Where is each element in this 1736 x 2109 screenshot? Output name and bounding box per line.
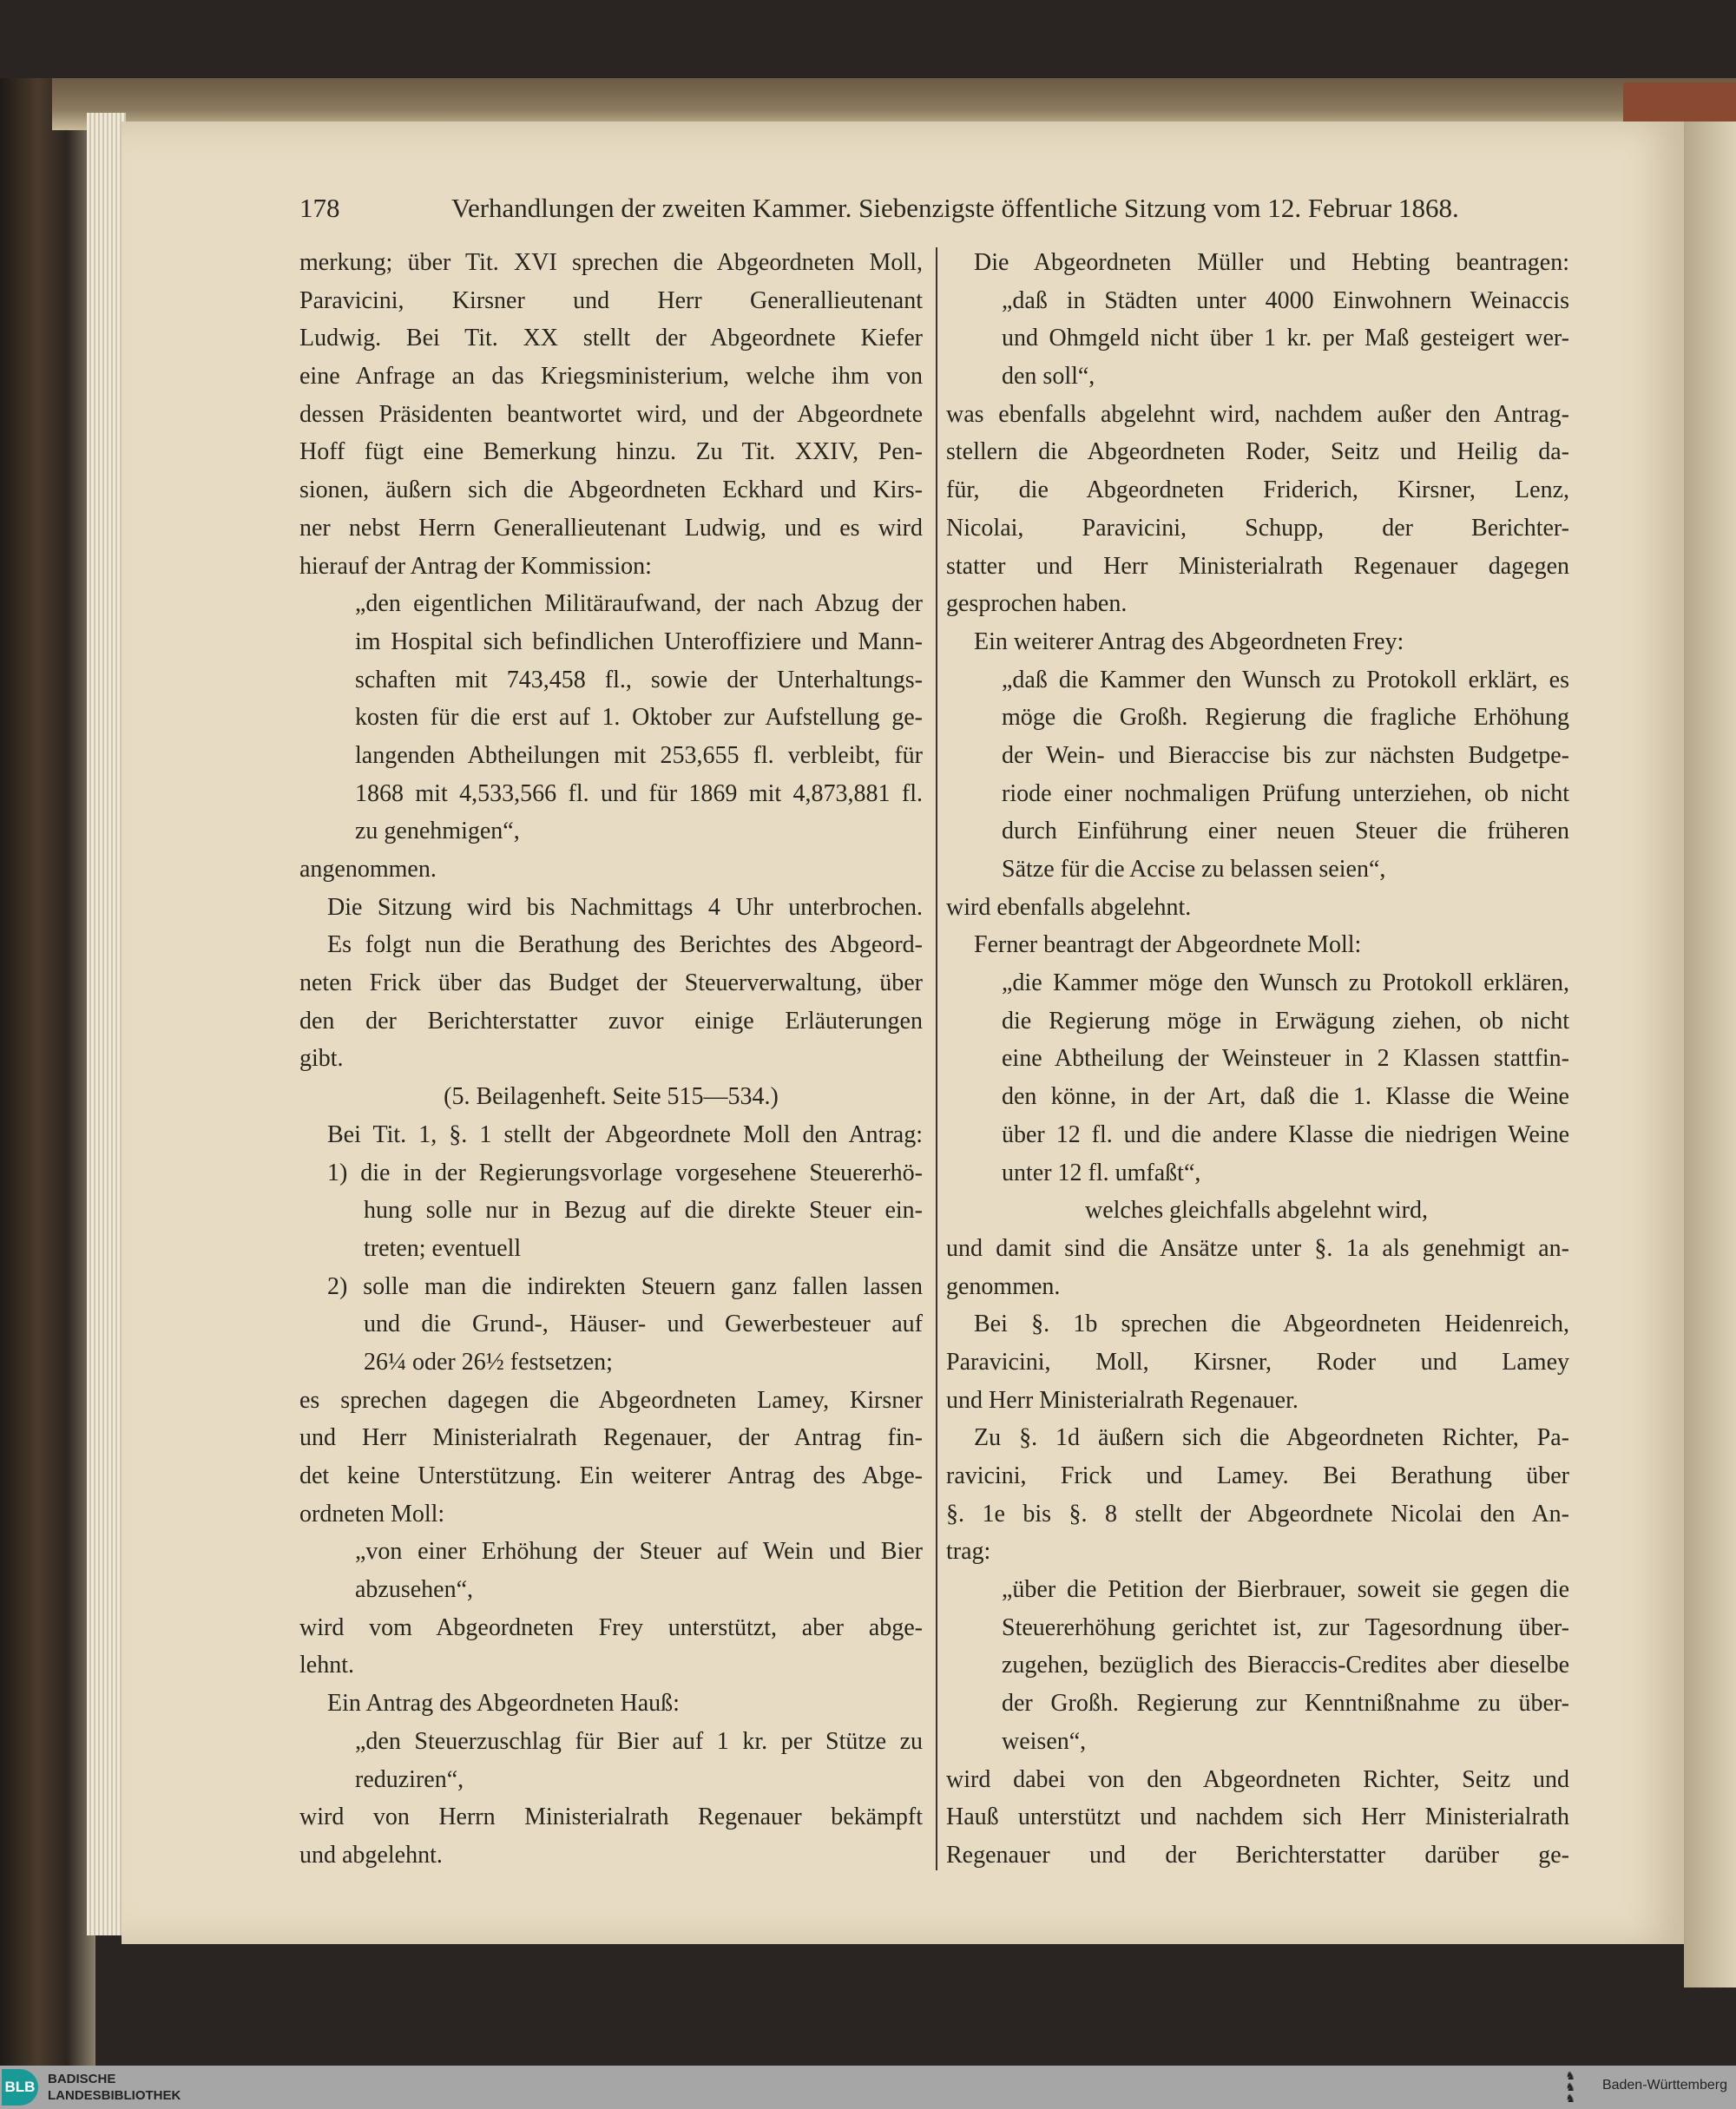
running-title: Verhandlungen der zweiten Kammer. Siebenzigste öffentliche Sitzung vom 12. Februar 1868.: [451, 193, 1459, 223]
coat-of-arms-icon: ♞ ♞ ♞: [1565, 2069, 1575, 2105]
text-line: eine Abtheilung der Weinsteuer in 2 Klassen stattfin-: [1002, 1045, 1569, 1073]
text-line: weisen“,: [1002, 1727, 1087, 1755]
text-line: treten; eventuell: [364, 1234, 522, 1262]
text-line: es sprechen dagegen die Abgeordneten Lamey, Kirsner: [299, 1386, 923, 1414]
text-line: kosten für die erst auf 1. Oktober zur Aufstellung ge-: [355, 704, 923, 732]
text-line: „von einer Erhöhung der Steuer auf Wein und Bier: [355, 1538, 923, 1566]
text-line: trag:: [946, 1538, 991, 1566]
facing-page-edge: [1684, 122, 1736, 1987]
text-line: hierauf der Antrag der Kommission:: [299, 552, 652, 580]
text-line: zugehen, bezüglich des Bieraccis-Credites aber dieselbe: [1002, 1652, 1569, 1679]
text-line: ner nebst Herrn Generallieutenant Ludwig, und es wird: [299, 514, 923, 542]
text-line: Steuererhöhung gerichtet ist, zur Tagesordnung über-: [1002, 1613, 1569, 1641]
text-line: „über die Petition der Bierbrauer, soweit sie gegen die: [1002, 1576, 1569, 1604]
page-stack-edge: [87, 113, 126, 1935]
text-line: Die Abgeordneten Müller und Hebting beantragen:: [974, 249, 1569, 276]
blb-name-line2: LANDESBIBLIOTHEK: [48, 2088, 181, 2103]
text-line: und Ohmgeld nicht über 1 kr. per Maß gesteigert wer-: [1002, 325, 1569, 352]
text-line: Hoff fügt eine Bemerkung hinzu. Zu Tit. XXIV, Pen-: [299, 438, 923, 466]
text-line: angenommen.: [299, 856, 437, 883]
text-line: (5. Beilagenheft. Seite 515—534.): [444, 1083, 779, 1111]
text-line: und Herr Ministerialrath Regenauer, der Antrag fin-: [299, 1424, 923, 1452]
text-line: Ein Antrag des Abgeordneten Hauß:: [327, 1690, 680, 1718]
footer-bar: [0, 2066, 1736, 2109]
text-line: Bei Tit. 1, §. 1 stellt der Abgeordnete Moll den Antrag:: [327, 1120, 923, 1148]
book-spine: [0, 78, 95, 2066]
text-line: „daß die Kammer den Wunsch zu Protokoll erklärt, es: [1002, 666, 1569, 693]
text-line: der Wein- und Bieraccise bis zur nächsten Budgetpe-: [1002, 741, 1569, 769]
text-line: welches gleichfalls abgelehnt wird,: [1085, 1197, 1428, 1225]
text-line: 1) die in der Regierungsvorlage vorgesehene Steuererhö-: [327, 1159, 923, 1186]
text-line: Bei §. 1b sprechen die Abgeordneten Heidenreich,: [974, 1311, 1569, 1338]
text-line: und Herr Ministerialrath Regenauer.: [946, 1386, 1299, 1414]
text-line: statter und Herr Ministerialrath Regenauer dagegen: [946, 552, 1569, 580]
text-line: für, die Abgeordneten Friderich, Kirsner, Lenz,: [946, 476, 1569, 504]
text-line: und die Grund-, Häuser- und Gewerbesteuer auf: [364, 1311, 923, 1338]
text-line: eine Anfrage an das Kriegsministerium, welche ihm von: [299, 363, 923, 391]
column-divider: [936, 247, 937, 1870]
text-line: „den eigentlichen Militäraufwand, der nach Abzug der: [355, 590, 923, 618]
text-line: der Großh. Regierung zur Kenntnißnahme zu über-: [1002, 1690, 1569, 1718]
text-line: sionen, äußern sich die Abgeordneten Eckhard und Kirs-: [299, 476, 923, 504]
text-line: gibt.: [299, 1045, 344, 1073]
text-line: 2) solle man die indirekten Steuern ganz fallen lassen: [327, 1272, 923, 1300]
text-line: „daß in Städten unter 4000 Einwohnern Weinaccis: [1002, 286, 1569, 314]
text-line: „die Kammer möge den Wunsch zu Protokoll erklären,: [1002, 969, 1569, 997]
text-line: und abgelehnt.: [299, 1841, 443, 1869]
text-line: neten Frick über das Budget der Steuerverwaltung, über: [299, 969, 923, 997]
text-line: „den Steuerzuschlag für Bier auf 1 kr. per Stütze zu: [355, 1727, 923, 1755]
text-line: §. 1e bis §. 8 stellt der Abgeordnete Nicolai den An-: [946, 1500, 1569, 1528]
text-line: langenden Abtheilungen mit 253,655 fl. verbleibt, für: [355, 741, 923, 769]
text-line: lehnt.: [299, 1652, 354, 1679]
text-line: Ludwig. Bei Tit. XX stellt der Abgeordnete Kiefer: [299, 325, 923, 352]
text-line: 1868 mit 4,533,566 fl. und für 1869 mit 4,873,881 fl.: [355, 779, 923, 807]
text-line: durch Einführung einer neuen Steuer die früheren: [1002, 818, 1569, 845]
text-line: stellern die Abgeordneten Roder, Seitz und Heilig da-: [946, 438, 1569, 466]
text-line: merkung; über Tit. XVI sprechen die Abgeordneten Moll,: [299, 249, 923, 276]
text-line: wird von Herrn Ministerialrath Regenauer bekämpft: [299, 1803, 923, 1831]
text-line: Sätze für die Accise zu belassen seien“,: [1002, 856, 1386, 883]
text-line: Hauß unterstützt und nachdem sich Herr Ministerialrath: [946, 1803, 1569, 1831]
text-line: Nicolai, Paravicini, Schupp, der Berichter-: [946, 514, 1569, 542]
text-line: schaften mit 743,458 fl., sowie der Unterhaltungs-: [355, 666, 923, 693]
text-line: riode einer nochmaligen Prüfung unterziehen, ob nicht: [1002, 779, 1569, 807]
text-line: Es folgt nun die Berathung des Berichtes des Abgeord-: [327, 931, 923, 959]
text-line: wird vom Abgeordneten Frey unterstützt, aber abge-: [299, 1613, 923, 1641]
text-line: Paravicini, Moll, Kirsner, Roder und Lamey: [946, 1348, 1569, 1376]
text-line: den könne, in der Art, daß die 1. Klasse die Weine: [1002, 1083, 1569, 1111]
blb-name: [48, 2071, 181, 2104]
text-line: möge die Großh. Regierung die fragliche Erhöhung: [1002, 704, 1569, 732]
text-line: ravicini, Frick und Lamey. Bei Berathung über: [946, 1462, 1569, 1489]
text-line: dessen Präsidenten beantwortet wird, und der Abgeordnete: [299, 400, 923, 428]
text-line: genommen.: [946, 1272, 1061, 1300]
text-line: hung solle nur in Bezug auf die direkte Steuer ein-: [364, 1197, 923, 1225]
text-line: Die Sitzung wird bis Nachmittags 4 Uhr unterbrochen.: [327, 893, 923, 921]
text-line: det keine Unterstützung. Ein weiterer Antrag des Abge-: [299, 1462, 923, 1489]
text-line: über 12 fl. und die andere Klasse die niedrigen Weine: [1002, 1120, 1569, 1148]
text-line: Ein weiterer Antrag des Abgeordneten Frey:: [974, 627, 1404, 655]
text-line: wird dabei von den Abgeordneten Richter, Seitz und: [946, 1765, 1569, 1793]
text-line: Paravicini, Kirsner und Herr Generallieutenant: [299, 286, 923, 314]
text-line: abzusehen“,: [355, 1576, 474, 1604]
text-line: zu genehmigen“,: [355, 818, 520, 845]
text-line: den soll“,: [1002, 363, 1095, 391]
text-line: unter 12 fl. umfaßt“,: [1002, 1159, 1201, 1186]
text-line: wird ebenfalls abgelehnt.: [946, 893, 1192, 921]
text-line: Regenauer und der Berichterstatter darüber ge-: [946, 1841, 1569, 1869]
text-line: Zu §. 1d äußern sich die Abgeordneten Richter, Pa-: [974, 1424, 1569, 1452]
blb-name-line1: BADISCHE: [48, 2072, 116, 2086]
right-text-column: [946, 244, 1569, 1875]
baden-wuerttemberg-logo[interactable]: Baden-Württemberg: [1601, 2078, 1727, 2093]
text-line: den der Berichterstatter zuvor einige Erläuterungen: [299, 1007, 923, 1035]
text-line: ordneten Moll:: [299, 1500, 445, 1528]
text-line: gesprochen haben.: [946, 590, 1128, 618]
blb-logo[interactable]: BLB: [2, 2069, 38, 2106]
text-line: was ebenfalls abgelehnt wird, nachdem außer den Antrag-: [946, 400, 1569, 428]
text-line: Ferner beantragt der Abgeordnete Moll:: [974, 931, 1362, 959]
page-number: 178: [299, 193, 340, 223]
left-text-column: [299, 244, 923, 1875]
text-line: 26¼ oder 26½ festsetzen;: [364, 1348, 613, 1376]
text-line: und damit sind die Ansätze unter §. 1a als genehmigt an-: [946, 1234, 1569, 1262]
text-line: die Regierung möge in Erwägung ziehen, ob nicht: [1002, 1007, 1569, 1035]
text-line: im Hospital sich befindlichen Unteroffiziere und Mann-: [355, 627, 923, 655]
text-line: reduziren“,: [355, 1765, 464, 1793]
